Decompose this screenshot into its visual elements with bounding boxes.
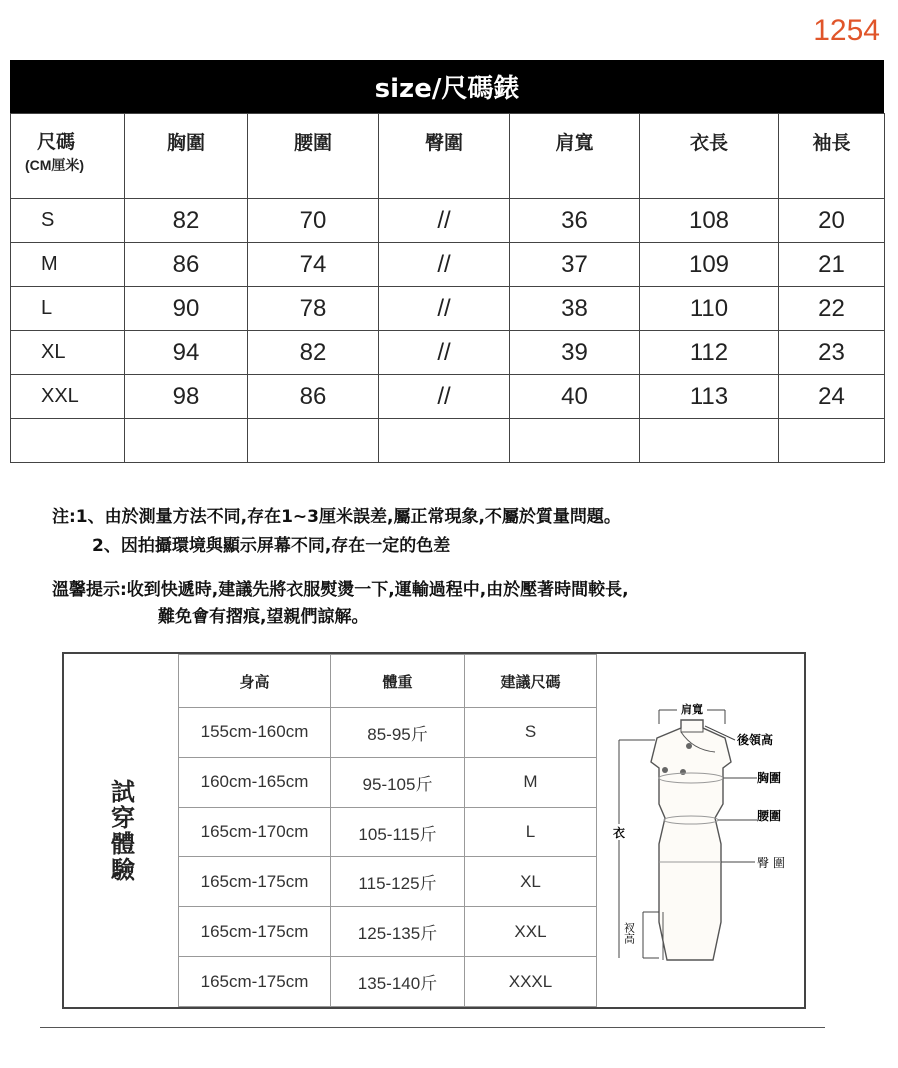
value-cell: 110 (640, 287, 779, 331)
value-cell: 21 (779, 243, 885, 287)
height-cell: 165cm-175cm (179, 957, 331, 1007)
value-cell: // (379, 199, 510, 243)
value-cell: 39 (510, 331, 640, 375)
ironing-tip-continued: 難免會有摺痕,望親們諒解。 (158, 607, 369, 627)
qipao-diagram-svg (597, 654, 805, 1007)
qipao-measurement-diagram (596, 654, 805, 1007)
value-cell: 82 (125, 199, 248, 243)
table-row (179, 857, 597, 907)
value-cell: // (379, 243, 510, 287)
size-unit-label: (CM厘米) (25, 157, 85, 173)
height-cell: 165cm-175cm (179, 857, 331, 907)
recommended-size-cell: XL (465, 857, 597, 907)
table-row-empty (11, 419, 885, 463)
weight-cell: 135-140斤 (331, 957, 465, 1007)
frog-button (662, 767, 668, 773)
height-cell: 155cm-160cm (179, 708, 331, 758)
column-header-length: 衣長 (640, 114, 779, 199)
height-cell: 165cm-175cm (179, 907, 331, 957)
size-cell: L (11, 287, 125, 331)
recommended-size-cell: XXXL (465, 957, 597, 1007)
empty-cell (125, 419, 248, 463)
recommended-size-cell: L (465, 807, 597, 857)
table-row (179, 807, 597, 857)
weight-cell: 125-135斤 (331, 907, 465, 957)
fit-table (178, 654, 597, 1007)
column-header-weight: 體重 (331, 655, 465, 708)
product-code: 1254 (813, 14, 880, 47)
table-row (179, 708, 597, 758)
value-cell: 78 (248, 287, 379, 331)
value-cell: 74 (248, 243, 379, 287)
column-header-hip: 臀圍 (379, 114, 510, 199)
height-cell: 165cm-170cm (179, 807, 331, 857)
empty-cell (510, 419, 640, 463)
fit-side-label (64, 654, 178, 1007)
size-label: 尺碼 (37, 132, 76, 153)
weight-cell: 85-95斤 (331, 708, 465, 758)
hip-label: 臀 圍 (757, 856, 785, 870)
weight-cell: 95-105斤 (331, 757, 465, 807)
column-header-waist: 腰圍 (248, 114, 379, 199)
table-row (11, 331, 885, 375)
table-row (11, 287, 885, 331)
value-cell: 82 (248, 331, 379, 375)
value-cell: 109 (640, 243, 779, 287)
color-note: 2、因拍攝環境與顯示屏幕不同,存在一定的色差 (92, 536, 451, 556)
collar-height-label: 後領高 (737, 733, 774, 747)
chest-label: 胸圍 (757, 771, 782, 785)
recommended-size-cell: XXL (465, 907, 597, 957)
fit-experience-panel (62, 652, 806, 1009)
empty-cell (248, 419, 379, 463)
shoulder-label: 肩寬 (681, 703, 703, 716)
value-cell: 38 (510, 287, 640, 331)
empty-cell (779, 419, 885, 463)
table-row (179, 757, 597, 807)
value-cell: 24 (779, 375, 885, 419)
table-row (179, 957, 597, 1007)
column-header-recommended-size: 建議尺碼 (465, 655, 597, 708)
size-chart-title: size/尺碼錶 (10, 60, 884, 113)
column-header-chest: 胸圍 (125, 114, 248, 199)
slit-height-label: 衩高 (622, 922, 636, 944)
size-cell: XXL (11, 375, 125, 419)
value-cell: // (379, 331, 510, 375)
weight-cell: 115-125斤 (331, 857, 465, 907)
value-cell: 86 (125, 243, 248, 287)
empty-cell (640, 419, 779, 463)
size-cell: S (11, 199, 125, 243)
value-cell: 22 (779, 287, 885, 331)
ironing-tip: 溫馨提示:收到快遞時,建議先將衣服熨燙一下,運輸過程中,由於壓著時間較長, (52, 580, 629, 600)
weight-cell: 105-115斤 (331, 807, 465, 857)
value-cell: 40 (510, 375, 640, 419)
value-cell: 108 (640, 199, 779, 243)
measurement-note: 注:1、由於測量方法不同,存在1~3厘米誤差,屬正常現象,不屬於質量問題。 (52, 507, 621, 527)
recommended-size-cell: M (465, 757, 597, 807)
value-cell: 94 (125, 331, 248, 375)
size-cell: M (11, 243, 125, 287)
size-cell: XL (11, 331, 125, 375)
column-header-sleeve: 袖長 (779, 114, 885, 199)
column-header-height: 身高 (179, 655, 331, 708)
waist-label: 腰圍 (757, 809, 782, 823)
value-cell: // (379, 287, 510, 331)
recommended-size-cell: S (465, 708, 597, 758)
value-cell: // (379, 375, 510, 419)
size-chart-table (10, 113, 885, 463)
empty-cell (379, 419, 510, 463)
height-cell: 160cm-165cm (179, 757, 331, 807)
value-cell: 23 (779, 331, 885, 375)
frog-button (680, 769, 686, 775)
size-chart-header-row (11, 114, 885, 199)
value-cell: 98 (125, 375, 248, 419)
fit-header-row (179, 655, 597, 708)
column-header-shoulder: 肩寬 (510, 114, 640, 199)
value-cell: 36 (510, 199, 640, 243)
length-label: 衣 (613, 826, 626, 840)
fit-experience-title: 試穿體驗 (106, 778, 135, 883)
value-cell: 113 (640, 375, 779, 419)
empty-cell (11, 419, 125, 463)
bottom-divider (40, 1027, 825, 1028)
value-cell: 37 (510, 243, 640, 287)
value-cell: 20 (779, 199, 885, 243)
frog-button (686, 743, 692, 749)
value-cell: 70 (248, 199, 379, 243)
table-row (11, 375, 885, 419)
table-row (179, 907, 597, 957)
value-cell: 86 (248, 375, 379, 419)
table-row (11, 199, 885, 243)
size-header-cell (11, 114, 125, 199)
table-row (11, 243, 885, 287)
value-cell: 90 (125, 287, 248, 331)
value-cell: 112 (640, 331, 779, 375)
